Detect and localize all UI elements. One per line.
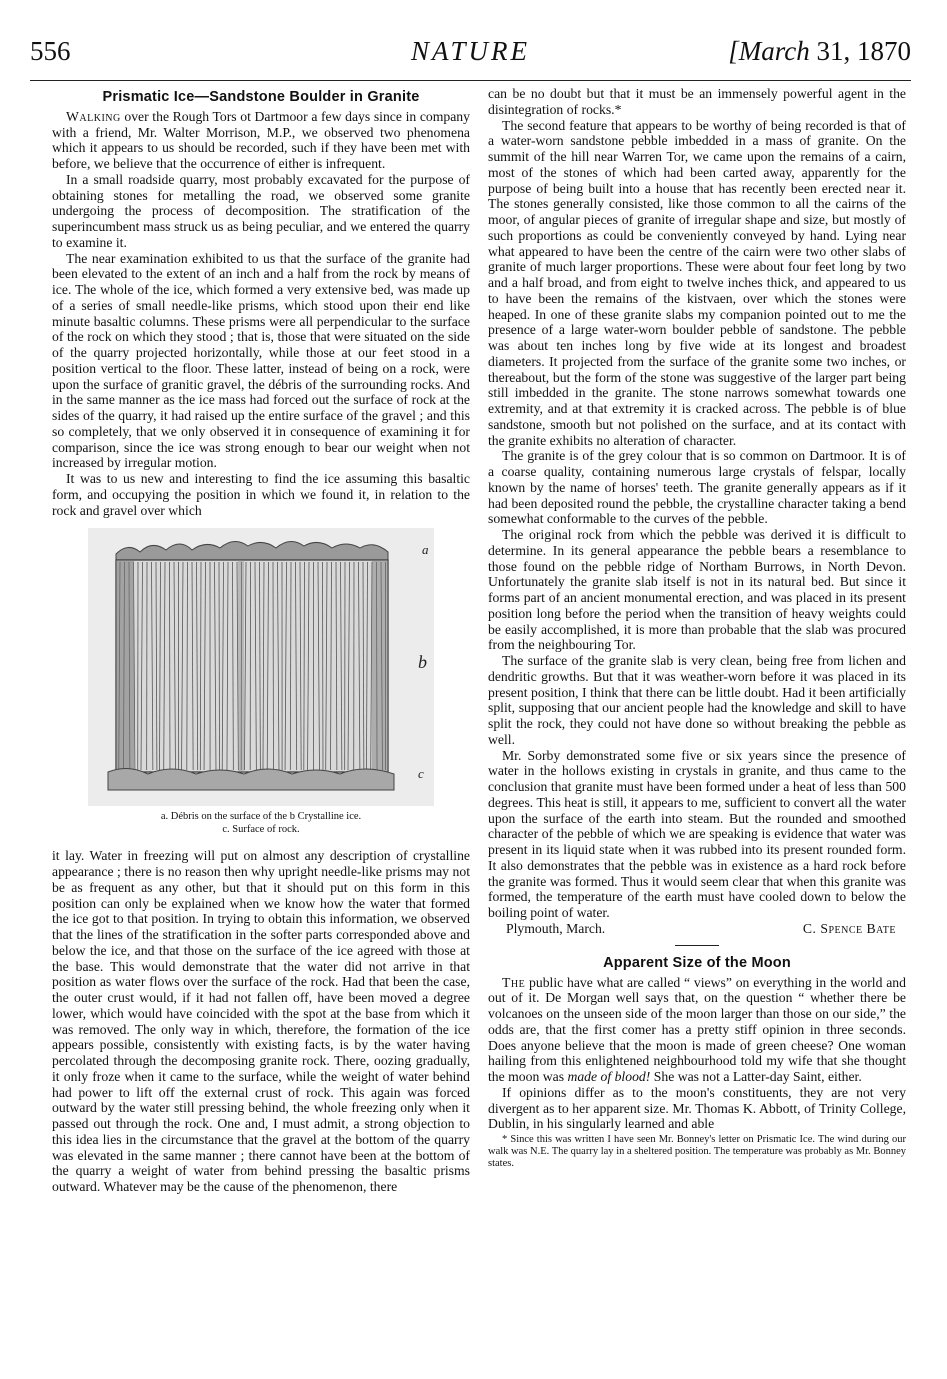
paragraph: If opinions differ as to the moon's constituents, they are not very divergent as to her apparent size. Mr. Thomas K. Abbott, of Trinity College, Dublin, in his singularly learned and able <box>488 1084 906 1132</box>
paragraph: The original rock from which the pebble was derived it is difficult to determine. In its general appearance the pebble bears a resemblance to those found on the pebble ridge of Northam Burrows, in North Devon. Unfortunately the granite slab itself is not in its natural bed. But since it forms part of an ancient monumental erection, and was placed in its present position long before the period when the transition of heavy weights could be easily accomplished, it is more than probable that the slab was procured from the neighbouring Tor. <box>488 527 906 653</box>
ice-prisms-illustration <box>88 528 434 806</box>
page-number: 556 <box>30 36 71 66</box>
lead-word: Walking <box>66 108 121 124</box>
paragraph-text: over the Rough Tors ot Dartmoor a few days since in company with a friend, Mr. Walter Morrison, M.P., we observed two phenomena which it appears to us should be recorded, such if they have been met with before, we believe that the occurrence of either is infrequent. <box>52 108 470 171</box>
figure <box>52 528 470 836</box>
section-divider <box>675 945 719 946</box>
paragraph: The surface of the granite slab is very clean, being free from lichen and dendritic growths. But that it was weather-worn before it was placed in its present position, I think that there can be little doubt. Had it been artificially split, supposing that our ancient people had the knowledge and skill to have split the rock, they could not have done so without breaking the pebble as well. <box>488 653 906 747</box>
running-header <box>30 36 911 78</box>
paragraph: The granite is of the grey colour that is so common on Dartmoor. It is of a coarse quality, containing numerous large crystals of felspar, locally known by the name of horses' teeth. The granite generally appears as if it had been deposited round the pebble, the crystalline character taking a bend somewhat conformable to the curves of the pebble. <box>488 448 906 527</box>
signature-line <box>488 921 906 937</box>
paragraph: The near examination exhibited to us that the surface of the granite had been elevated to the extent of an inch and a half from the rock by means of ice. The whole of the ice, which formed a very extensive bed, was made up of a series of small needle-like prisms, which stood upon their end like minute basaltic columns. These prisms were all perpendicular to the surface of the rock on which they stood ; that is, those that were situated on the side of the quarry projected horizontally, while those at our feet stood in a position vertical to the floor. These latter, instead of being on a rock, were upon the surface of granitic gravel, the débris of the surrounding rocks. And in the same manner as the ice mass had forced out the surface of rock at the sides of the quarry, it had raised up the entire surface of the gravel ; and this so completely, that we only observed it in consequence of examining it for comparison, since the ice was strong enough to bear our weight when not increased by irregular motion. <box>52 250 470 471</box>
paragraph <box>488 975 906 1085</box>
caption-line: a. Débris on the surface of the b Crystalline ice. <box>160 811 362 823</box>
emphasis: made of blood! <box>567 1069 651 1084</box>
paragraph: In a small roadside quarry, most probably excavated for the purpose of obtaining stones for metalling the road, we observed some granite undergoing the process of decomposition. The stratification of the superincumbent mass struck us as being peculiar, and we entered the quarry to examine it. <box>52 171 470 250</box>
paragraph <box>52 109 470 172</box>
journal-title: NATURE <box>411 36 530 66</box>
author: C. Spence Bate <box>802 920 896 936</box>
ice-prism-line <box>219 562 220 770</box>
label-a: a <box>422 542 429 558</box>
paragraph: can be no doubt but that it must be an immensely powerful agent in the disintegration of rocks.* <box>488 86 906 117</box>
footnote: * Since this was written I have seen Mr. Bonney's letter on Prismatic Ice. The wind during our walk was N.E. The quarry lay in a sheltered position. The temperature was probably as Mr. Bonney states. <box>488 1134 906 1169</box>
dateline: Plymouth, March. <box>506 920 606 936</box>
paragraph: It was to us new and interesting to find the ice assuming this basaltic form, and occupying the position in which we found it, in relation to the rock and gravel over which <box>52 471 470 518</box>
issue-date-day: 31, 1870 <box>816 36 911 66</box>
header-rule <box>30 80 911 81</box>
lead-word: The <box>502 974 526 990</box>
left-column <box>52 86 470 1195</box>
paragraph: Mr. Sorby demonstrated some five or six years since the presence of water in the hollows existing in crystals in granite, and thus came to the conclusion that granite must have been formed under a heat of less than 500 degrees. This heat is still, it appears to me, sufficient to convert all the water upon the surface of the earth into steam. But the rounded and smoothed character of the pebble of which we are speaking is evidence that water was present in its liquid state when it was rubbed into its present rounded form. It also demonstrates that the pebble was in existence as a hard rock before the granite was formed. Thus it would seem clear that when this granite was formed, the temperature of the earth must have cooled down to below the boiling point of water. <box>488 747 906 920</box>
caption-line: c. Surface of rock. <box>222 824 300 836</box>
issue-date-month: [March <box>728 36 810 66</box>
article-title: Apparent Size of the Moon <box>603 954 791 971</box>
label-c: c <box>418 766 424 782</box>
article-title: Prismatic Ice—Sandstone Boulder in Granite <box>102 89 420 105</box>
right-column <box>488 86 906 1170</box>
label-b: b <box>418 652 427 673</box>
paragraph: The second feature that appears to be worthy of being recorded is that of a water-worn sandstone pebble imbedded in a mass of granite. On the summit of the hill near Warren Tor, we came upon the remains of a cairn, most of the stones of which had been carted away, apparently for the purpose of being built into a house that has recently been erected near it. The stones generally consisted, like those common to all the cairns of the moor, of angular pieces of granite of irregular shape and size, but mostly of such proportions as could be conveniently conveyed by hand. Lying near what appeared to have been the centre of the cairn were two other slabs of granite of much larger proportions. These were about four feet long by two and a half broad, and from eight to twelve inches thick, and appeared to us to have been the remains of the kistvaen, over which the stones were heaped. In one of these granite slabs my companion pointed out to me the presence of a large water-worn boulder pebble of sandstone. The pebble was about ten inches long by five wide at its longest and broadest diameters. It projected from the surface of the granite some two inches, or thereabout, but the form of the stone was suggestive of the larger part being still imbedded in the granite. The stone narrows somewhat towards one extremity, and at that extremity it is cracked across. The pebble is of blue sandstone, smooth but not polished on the surface, and at its contact with the granite exhibits no alteration of character. <box>488 117 906 448</box>
paragraph: it lay. Water in freezing will put on almost any description of crystalline appearance ; there is no reason then why upright needle-like prisms may not be as frequent as any other, but that it should put on this form in this position can only be explained when we know how the water that formed the ice got to that position. In trying to obtain this information, we observed that the lines of the stratification in the softer parts corresponded above and below the ice, and that those on the surface of the ice agreed with those at the base. This would demonstrate that the water did not arrive in that position as water flows over the surface of the rock. Had that been the case, the outer crust would, if it had not fallen off, have been moved a degree lower, which would have coincided with the spot at the base from which it was removed. The only way in which, therefore, the formation of the ice appears possible, consistently with existing facts, is by the water having percolated through the decomposing granite rock. There, oozing gradually, it only froze when it came to the surface, while the weight of water behind had power to lift off the external crust of rock. This again was forced outward by the water still pressing behind, the whole freezing only when it passed out through the rock. One and, I must admit, a strong objection to this idea lies in the circumstance that the gravel at the bottom of the quarry was elevated in the same manner ; there cannot have been at the bottom of the quarry a weight of water from behind pressing the basaltic prisms outward. Whatever may be the cause of the phenomenon, there <box>52 848 470 1194</box>
figure-caption <box>52 810 470 836</box>
paragraph-text: She was not a Latter-day Saint, either. <box>650 1069 862 1084</box>
issue-date <box>728 36 911 67</box>
ice-prism-line <box>273 562 274 770</box>
paragraph-text: public have what are called “ views” on everything in the world and out of it. De Morgan well says that, on the question “ whether there be volcanoes on the unseen side of the moon larger than those on our side,” the odds are, that the first comer has a pretty stiff opinion in three seconds. Does anyone believe that the moon is made of green cheese? One woman hailing from this enlightened neighbourhood told my wife that she thought the moon was <box>488 974 906 1084</box>
